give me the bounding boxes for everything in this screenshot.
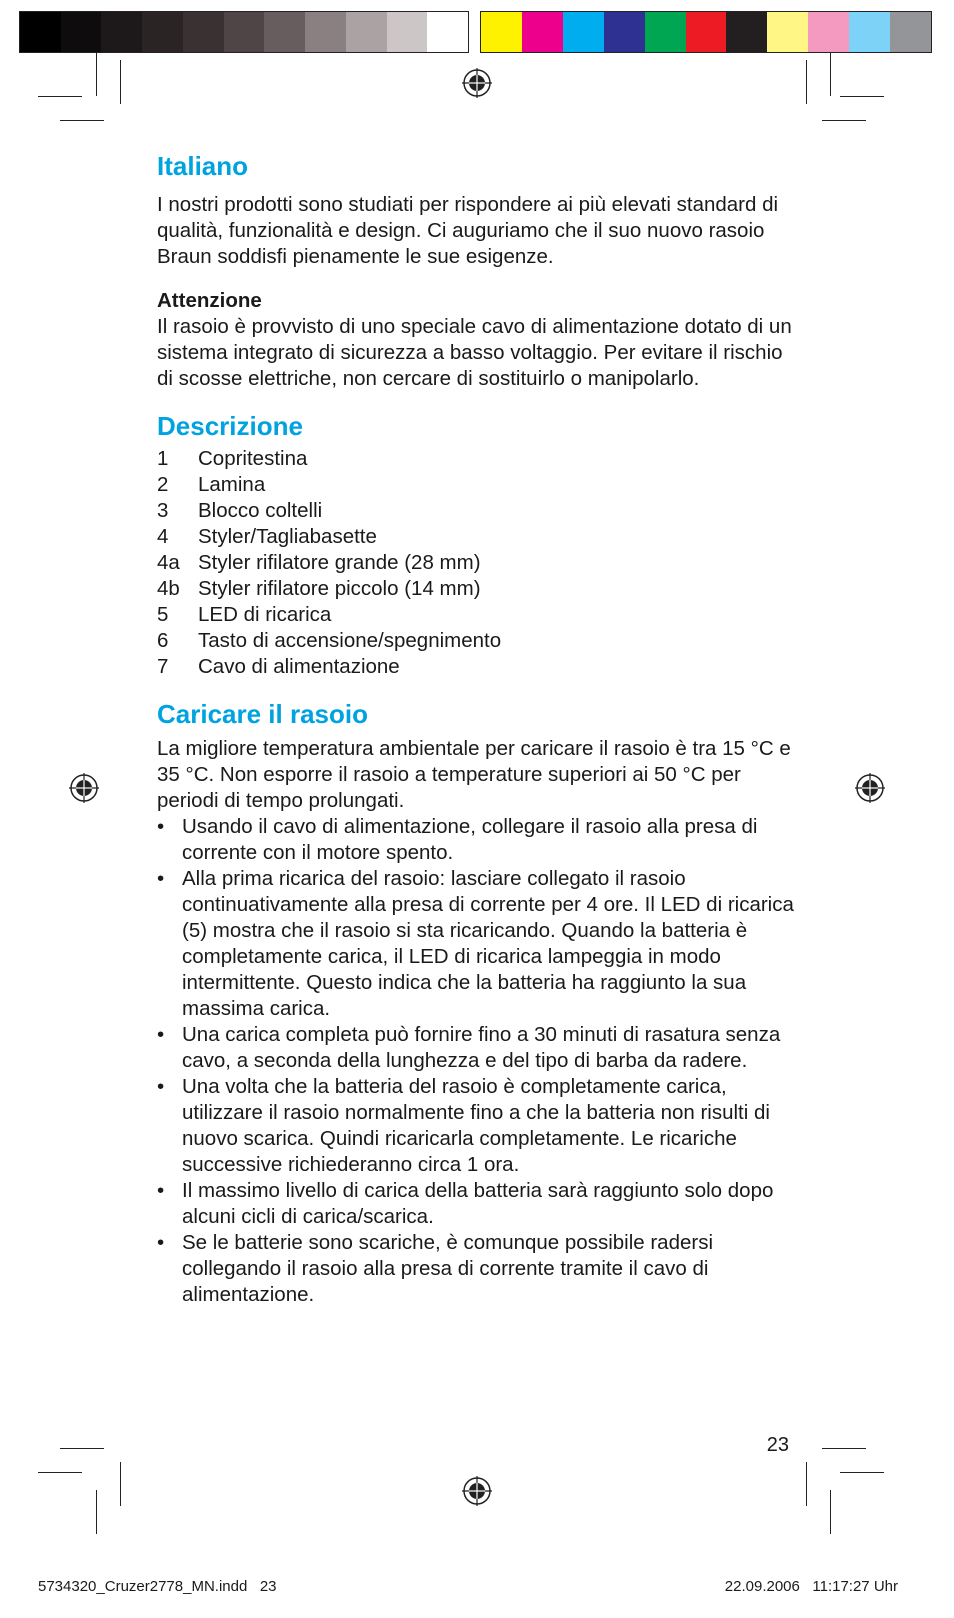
warning-paragraph: Il rasoio è provvisto di uno speciale cavo di alimentazione dotato di un sistema integrato di sicurezza a basso voltaggio. Per evitare il rischio di scosse elettriche, non cercare di sostituirlo o manipolarlo.	[157, 315, 792, 390]
list-item	[157, 446, 797, 472]
section-italiano	[157, 150, 797, 392]
color-swatch	[101, 12, 142, 52]
list-item-number: 5	[157, 603, 169, 626]
crop-mark	[96, 52, 97, 96]
gray-scale-bar	[20, 12, 468, 52]
crop-mark	[806, 60, 807, 104]
bullet-icon: •	[157, 815, 165, 838]
section-title-italiano: Italiano	[157, 151, 249, 181]
bullet-icon: •	[157, 1023, 165, 1046]
list-item	[157, 472, 797, 498]
color-swatch	[645, 12, 686, 52]
crop-mark	[60, 120, 104, 121]
parts-list	[157, 446, 797, 680]
crop-mark	[96, 1490, 97, 1534]
bullet-text: Se le batterie sono scariche, è comunque possibile radersi collegando il rasoio alla presa di corrente tramite il cavo di alimentazione.	[182, 1231, 714, 1306]
list-item-label: Lamina	[198, 473, 266, 496]
crop-mark	[38, 1472, 82, 1473]
list-item	[157, 814, 797, 866]
crop-mark	[822, 120, 866, 121]
crop-mark	[806, 1462, 807, 1506]
list-item-number: 4	[157, 525, 169, 548]
bullet-text: Una volta che la batteria del rasoio è completamente carica, utilizzare il rasoio normalmente fino a che la batteria non risulti di nuovo scarica. Quindi ricaricarla completamente. Le ricariche successive richiederanno circa 1 ora.	[182, 1075, 770, 1176]
list-item	[157, 1178, 797, 1230]
bullet-icon: •	[157, 1179, 165, 1202]
bullet-icon: •	[157, 867, 165, 890]
list-item	[157, 524, 797, 550]
crop-mark	[840, 1472, 884, 1473]
crop-mark	[830, 52, 831, 96]
color-swatch	[726, 12, 767, 52]
footer-file: 5734320_Cruzer2778_MN.indd 23	[38, 1578, 277, 1595]
color-swatch	[387, 12, 428, 52]
list-item-number: 4a	[157, 551, 180, 574]
list-item	[157, 576, 797, 602]
list-item	[157, 1022, 797, 1074]
color-scale-bar	[481, 12, 931, 52]
registration-mark-icon	[69, 773, 99, 803]
list-item-label: LED di ricarica	[198, 603, 332, 626]
color-swatch	[61, 12, 102, 52]
color-swatch	[767, 12, 808, 52]
color-swatch	[890, 12, 931, 52]
section-title-descrizione: Descrizione	[157, 411, 303, 441]
bullet-icon: •	[157, 1231, 165, 1254]
registration-mark-icon	[462, 1476, 492, 1506]
bullet-text: Alla prima ricarica del rasoio: lasciare collegato il rasoio continuativamente alla presa di corrente per 4 ore. Il LED di ricarica (5) mostra che il rasoio si sta ricaricando. Quando la batteria è completamente carica, il LED di ricarica lampeggia in modo intermittente. Questo indica che la batteria ha raggiunto la sua massima carica.	[182, 867, 794, 1020]
page-number: 23	[766, 1434, 789, 1456]
list-item-number: 4b	[157, 577, 180, 600]
list-item-label: Styler rifilatore piccolo (14 mm)	[198, 577, 481, 600]
color-swatch	[305, 12, 346, 52]
list-item	[157, 866, 797, 1022]
charging-intro: La migliore temperatura ambientale per caricare il rasoio è tra 15 °C e 35 °C. Non esporre il rasoio a temperature superiori ai 50 °C per periodi di tempo prolungati.	[157, 737, 791, 812]
list-item-label: Copritestina	[198, 447, 308, 470]
page-content	[157, 150, 797, 1326]
color-swatch	[481, 12, 522, 52]
color-swatch	[346, 12, 387, 52]
crop-mark	[120, 60, 121, 104]
list-item-number: 7	[157, 655, 169, 678]
list-item-number: 2	[157, 473, 169, 496]
list-item	[157, 654, 797, 680]
list-item-label: Cavo di alimentazione	[198, 655, 400, 678]
list-item-number: 6	[157, 629, 169, 652]
bullet-text: Il massimo livello di carica della batteria sarà raggiunto solo dopo alcuni cicli di carica/scarica.	[182, 1179, 774, 1228]
crop-mark	[822, 1448, 866, 1449]
crop-mark	[38, 96, 82, 97]
color-swatch	[808, 12, 849, 52]
color-swatch	[20, 12, 61, 52]
section-descrizione	[157, 410, 797, 680]
color-swatch	[264, 12, 305, 52]
crop-mark	[60, 1448, 104, 1449]
charging-bullets	[157, 814, 797, 1308]
list-item	[157, 1230, 797, 1308]
crop-mark	[830, 1490, 831, 1534]
color-swatch	[224, 12, 265, 52]
footer-timestamp: 22.09.2006 11:17:27 Uhr	[724, 1578, 898, 1595]
list-item-label: Styler rifilatore grande (28 mm)	[198, 551, 481, 574]
color-swatch	[686, 12, 727, 52]
list-item	[157, 602, 797, 628]
registration-mark-icon	[855, 773, 885, 803]
list-item-number: 3	[157, 499, 169, 522]
list-item-label: Blocco coltelli	[198, 499, 323, 522]
bullet-icon: •	[157, 1075, 165, 1098]
crop-mark	[120, 1462, 121, 1506]
color-swatch	[522, 12, 563, 52]
list-item-label: Tasto di accensione/spegnimento	[198, 629, 502, 652]
list-item	[157, 550, 797, 576]
list-item	[157, 628, 797, 654]
bullet-text: Usando il cavo di alimentazione, collegare il rasoio alla presa di corrente con il motore spento.	[182, 815, 758, 864]
list-item-label: Styler/Tagliabasette	[198, 525, 377, 548]
section-caricare	[157, 698, 797, 1308]
list-item	[157, 1074, 797, 1178]
list-item	[157, 498, 797, 524]
color-swatch	[604, 12, 645, 52]
color-swatch	[849, 12, 890, 52]
color-swatch	[183, 12, 224, 52]
list-item-number: 1	[157, 447, 169, 470]
registration-mark-icon	[462, 68, 492, 98]
color-swatch	[563, 12, 604, 52]
crop-mark	[840, 96, 884, 97]
intro-paragraph: I nostri prodotti sono studiati per rispondere ai più elevati standard di qualità, funzionalità e design. Ci auguriamo che il suo nuovo rasoio Braun soddisfi pienamente le sue esigenze.	[157, 193, 779, 268]
bullet-text: Una carica completa può fornire fino a 30 minuti di rasatura senza cavo, a seconda della lunghezza e del tipo di barba da radere.	[182, 1023, 781, 1072]
warning-title: Attenzione	[157, 289, 262, 312]
section-title-caricare: Caricare il rasoio	[157, 699, 368, 729]
color-swatch	[142, 12, 183, 52]
color-swatch	[427, 12, 468, 52]
